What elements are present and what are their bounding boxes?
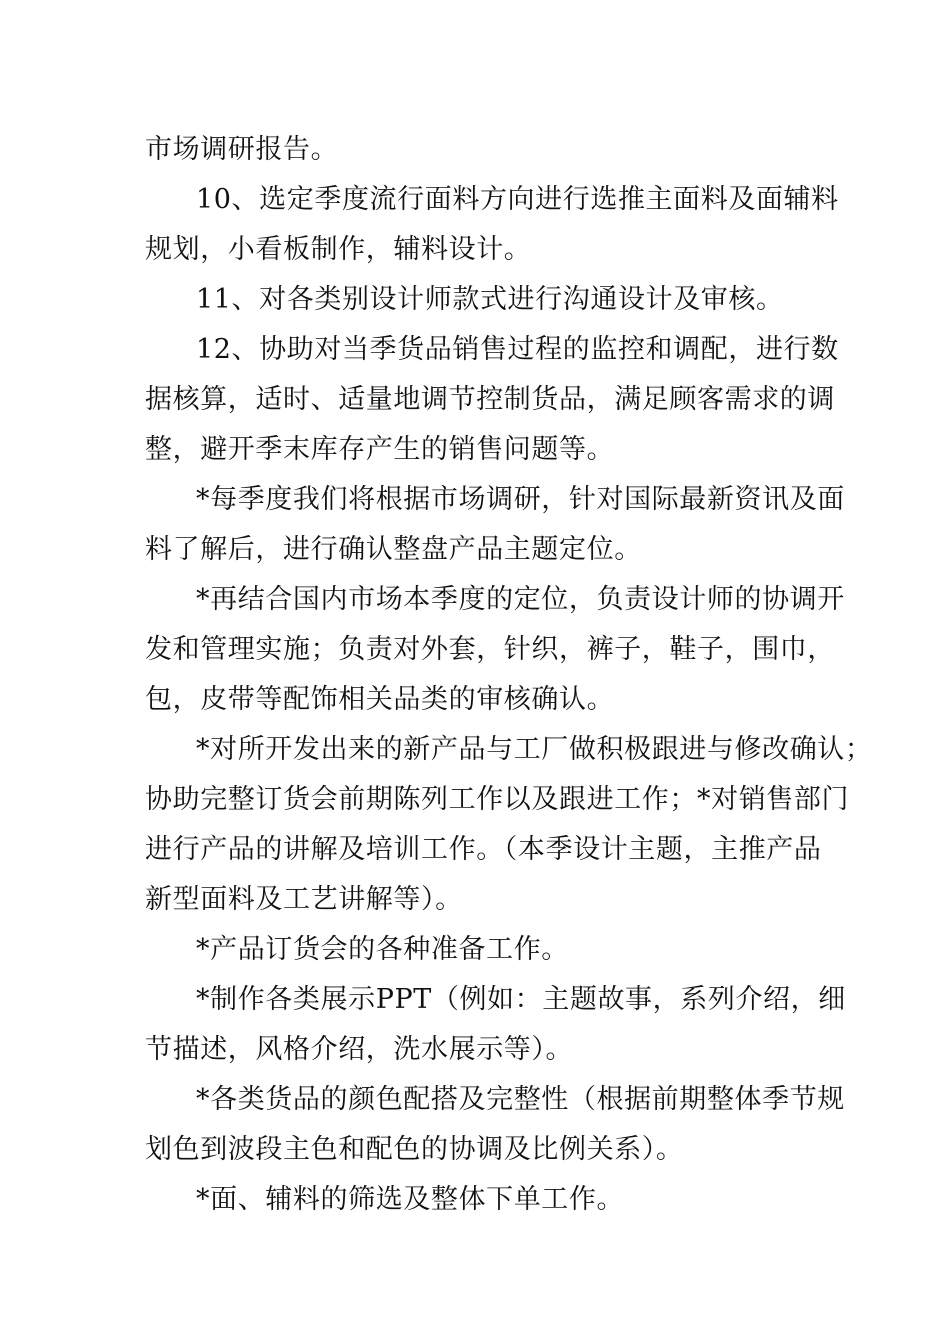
text-line: *各类货品的颜色配搭及完整性（根据前期整体季节规 <box>196 1084 845 1115</box>
text-line: 料了解后，进行确认整盘产品主题定位。 <box>145 534 642 565</box>
text-line: 节描述，风格介绍，洗水展示等）。 <box>145 1034 574 1065</box>
text-line: 包，皮带等配饰相关品类的审核确认。 <box>145 684 615 715</box>
text-line: 11、对各类别设计师款式进行沟通设计及审核。 <box>196 284 784 315</box>
text-line: 规划，小看板制作，辅料设计。 <box>145 234 532 265</box>
text-line: 10、选定季度流行面料方向进行选推主面料及面辅料 <box>196 184 839 215</box>
text-line: 发和管理实施；负责对外套，针织，裤子，鞋子，围巾， <box>145 634 835 665</box>
text-line: *再结合国内市场本季度的定位，负责设计师的协调开 <box>196 584 845 615</box>
text-line: *制作各类展示PPT（例如：主题故事，系列介绍，细 <box>196 984 846 1015</box>
text-line: *每季度我们将根据市场调研，针对国际最新资讯及面 <box>196 484 845 515</box>
text-line: 划色到波段主色和配色的协调及比例关系）。 <box>145 1134 684 1165</box>
text-line: *对所开发出来的新产品与工厂做积极跟进与修改确认； <box>196 734 873 765</box>
text-line: *面、辅料的筛选及整体下单工作。 <box>196 1184 625 1215</box>
text-line: 进行产品的讲解及培训工作。（本季设计主题，主推产品 <box>145 834 822 865</box>
text-line: 据核算，适时、适量地调节控制货品，满足顾客需求的调 <box>145 384 835 415</box>
text-line: 市场调研报告。 <box>145 134 339 165</box>
text-line: 协助完整订货会前期陈列工作以及跟进工作；*对销售部门 <box>145 784 850 815</box>
text-line: 12、协助对当季货品销售过程的监控和调配，进行数 <box>196 334 839 365</box>
text-line: *产品订货会的各种准备工作。 <box>196 934 569 965</box>
text-line: 整，避开季末库存产生的销售问题等。 <box>145 434 615 465</box>
text-line: 新型面料及工艺讲解等）。 <box>145 884 463 915</box>
